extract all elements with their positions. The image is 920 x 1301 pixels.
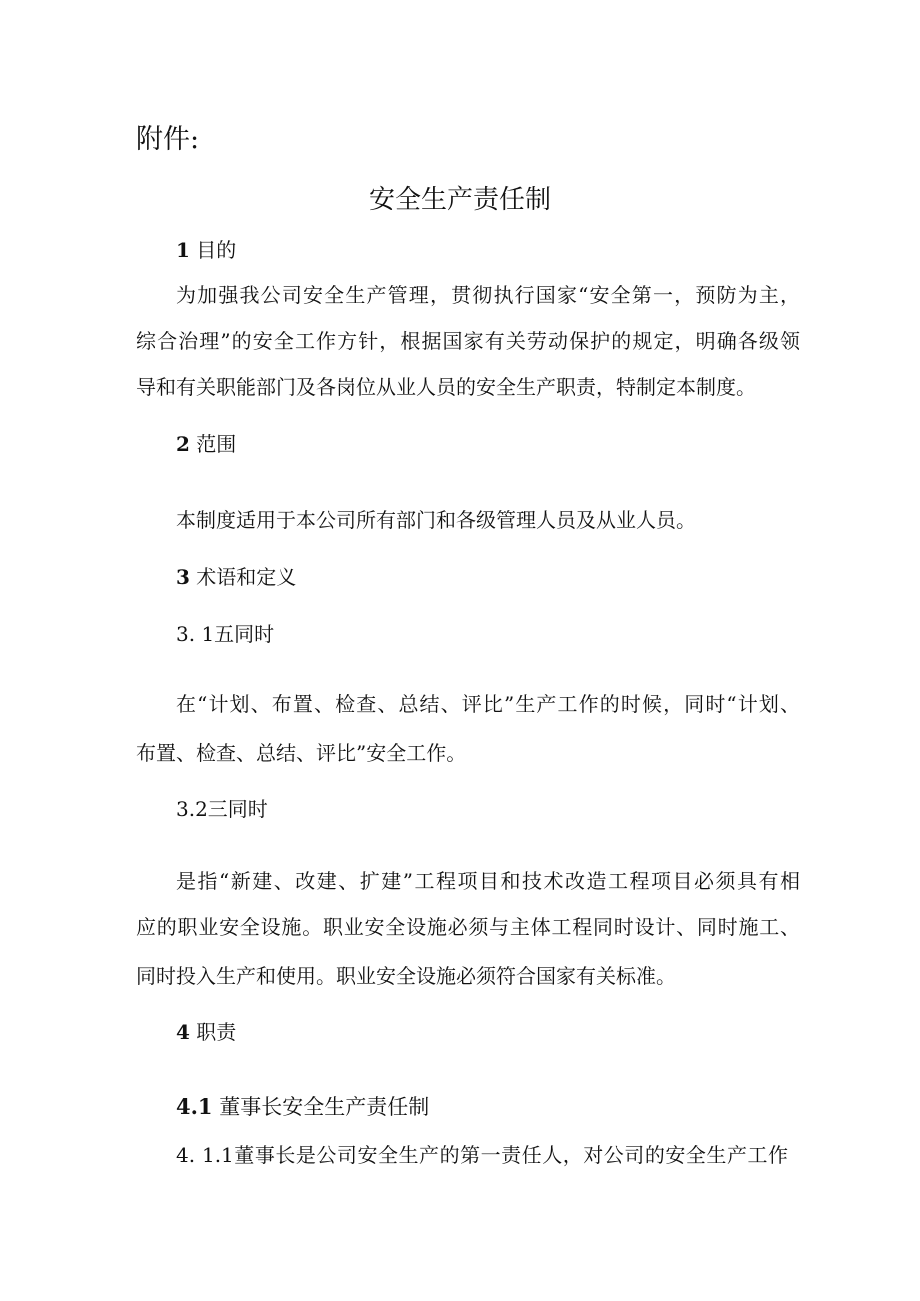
section-4-heading [176,1018,236,1046]
section-3-1-paragraph-line-2: 布置、检查、总结、评比”安全工作。 [136,741,467,765]
section-1-paragraph-line-1: 为加强我公司安全生产管理，贯彻执行国家“安全第一，预防为主， [176,283,800,307]
section-3-1-heading: 3. 1五同时 [176,622,275,646]
section-2-paragraph: 本制度适用于本公司所有部门和各级管理人员及从业人员。 [176,508,696,532]
section-number: 3 [176,565,190,589]
section-2-heading [176,430,236,458]
section-number: 4.1 [176,1094,213,1119]
section-3-2-paragraph-line-2: 应的职业安全设施。职业安全设施必须与主体工程同时设计、同时施工、 [136,915,800,939]
document-title: 安全生产责任制 [368,185,551,215]
section-title: 职责 [196,1020,237,1044]
section-number: 1 [176,238,190,262]
section-1-paragraph-line-2: 综合治理”的安全工作方针，根据国家有关劳动保护的规定，明确各级领 [136,329,800,353]
section-title: 范围 [196,432,237,456]
section-3-1-paragraph-line-1: 在“计划、布置、检查、总结、评比”生产工作的时候，同时“计划、 [176,692,800,716]
section-number: 2 [176,432,190,456]
section-title: 董事长安全生产责任制 [219,1095,430,1119]
section-number: 4 [176,1020,190,1044]
section-1-heading [176,236,236,264]
section-3-2-paragraph-line-1: 是指“新建、改建、扩建”工程项目和技术改造工程项目必须具有相 [176,869,800,893]
attachment-label: 附件: [136,124,200,155]
section-1-paragraph-line-3: 导和有关职能部门及各岗位从业人员的安全生产职责，特制定本制度。 [136,375,756,399]
section-4-1-heading [176,1093,429,1121]
section-3-2-paragraph-line-3: 同时投入生产和使用。职业安全设施必须符合国家有关标准。 [136,964,676,988]
section-title: 目的 [196,238,237,262]
section-4-1-1-paragraph-line-1: 4. 1.1董事长是公司安全生产的第一责任人，对公司的安全生产工作 [176,1143,788,1167]
section-3-2-heading: 3.2三同时 [176,797,268,821]
section-title: 术语和定义 [196,565,297,589]
section-3-heading [176,563,296,591]
